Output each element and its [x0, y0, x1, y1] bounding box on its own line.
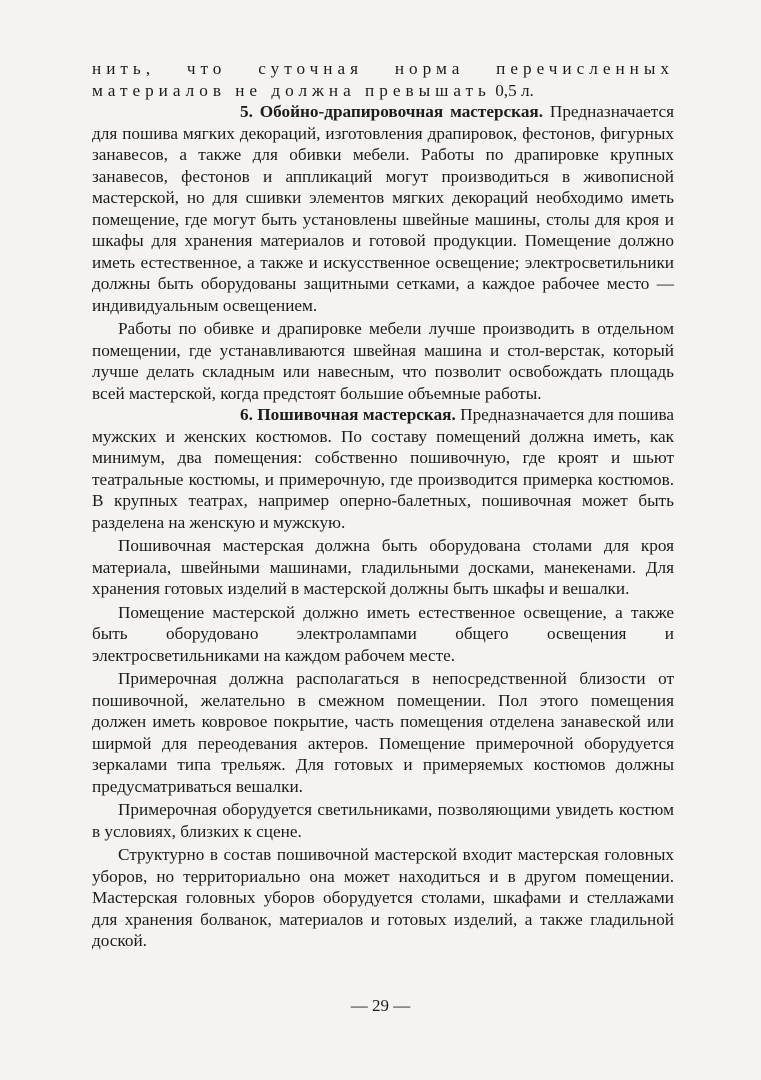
section-5-paragraph-2: Работы по обивке и драпировке мебели лучше производить в отдельном помещении, где устанавливаются швейная машина и стол-верстак, который лучше делать складным или навесным, что позволит освобождать площадь всей мастерской, когда предстоят большие объемные работы.	[92, 319, 674, 403]
section-5-text-1: Предназначается для пошива мягких декораций, изготовления драпировок, фестонов, фигурных занавесов, а также для обивки мебели. Работы по драпировке крупных занавесов, фестонов и аппликаций могут производиться в живописной мастерской, но для сшивки элементов мягких декораций необходимо иметь помещение, где могут быть установлены швейные машины, столы для кроя и шкафы для хранения материалов и готовой продукции. Помещение должно иметь естественное, а также и искусственное освещение; электросветильники должны быть оборудованы защитными сетками, а каждое рабочее место — индивидуальным освещением.	[92, 102, 674, 315]
section-6-paragraph-6: Структурно в состав пошивочной мастерской входит мастерская головных уборов, но территориально она может находиться и в другом помещении. Мастерская головных уборов оборудуется столами, шкафами и стеллажами для хранения болванок, материалов и готовых изделий, а также гладильной доской.	[92, 845, 674, 950]
section-6-heading: 6. Пошивочная мастерская.	[240, 405, 456, 424]
section-6-paragraph-5: Примерочная оборудуется светильниками, позволяющими увидеть костюм в условиях, близких к сцене.	[92, 800, 674, 841]
intro-paragraph	[92, 58, 674, 101]
section-5-heading: 5. Обойно-драпировочная мастерская.	[240, 102, 544, 121]
section-6-paragraph-2: Пошивочная мастерская должна быть оборудована столами для кроя материала, швейными машинами, гладильными досками, манекенами. Для хранения готовых изделий в мастерской должны быть шкафы и вешалки.	[92, 536, 674, 598]
section-6-text-1: Предназначается для пошива мужских и женских костюмов. По составу помещений должна иметь, как минимум, два помещения: собственно пошивочную, где кроят и шьют театральные костюмы, и примерочную, где производится примерка костюмов. В крупных театрах, например оперно-балетных, пошивочная может быть разделена на женскую и мужскую.	[92, 405, 674, 532]
body-text	[92, 58, 674, 952]
norm-value: 0,5 л.	[495, 80, 534, 100]
section-6-paragraph-3: Помещение мастерской должно иметь естественное освещение, а также быть оборудовано электролампами общего освещения и электросветильниками на каждом рабочем месте.	[92, 602, 674, 665]
section-5-paragraph-1	[92, 101, 674, 316]
page-number: — 29 —	[350, 996, 411, 1015]
spaced-text: нить, что суточная норма перечисленных материалов не должна превышать	[92, 59, 674, 100]
section-6-paragraph-1	[92, 404, 674, 533]
section-6-paragraph-4: Примерочная должна располагаться в непосредственной близости от пошивочной, желательно в смежном помещении. Пол этого помещения должен иметь ковровое покрытие, часть помещения отделена занавеской или ширмой для переодевания актеров. Помещение примерочной оборудуется зеркалами типа трельяж. Для готовых и примеряемых костюмов должны предусматриваться вешалки.	[92, 669, 674, 796]
